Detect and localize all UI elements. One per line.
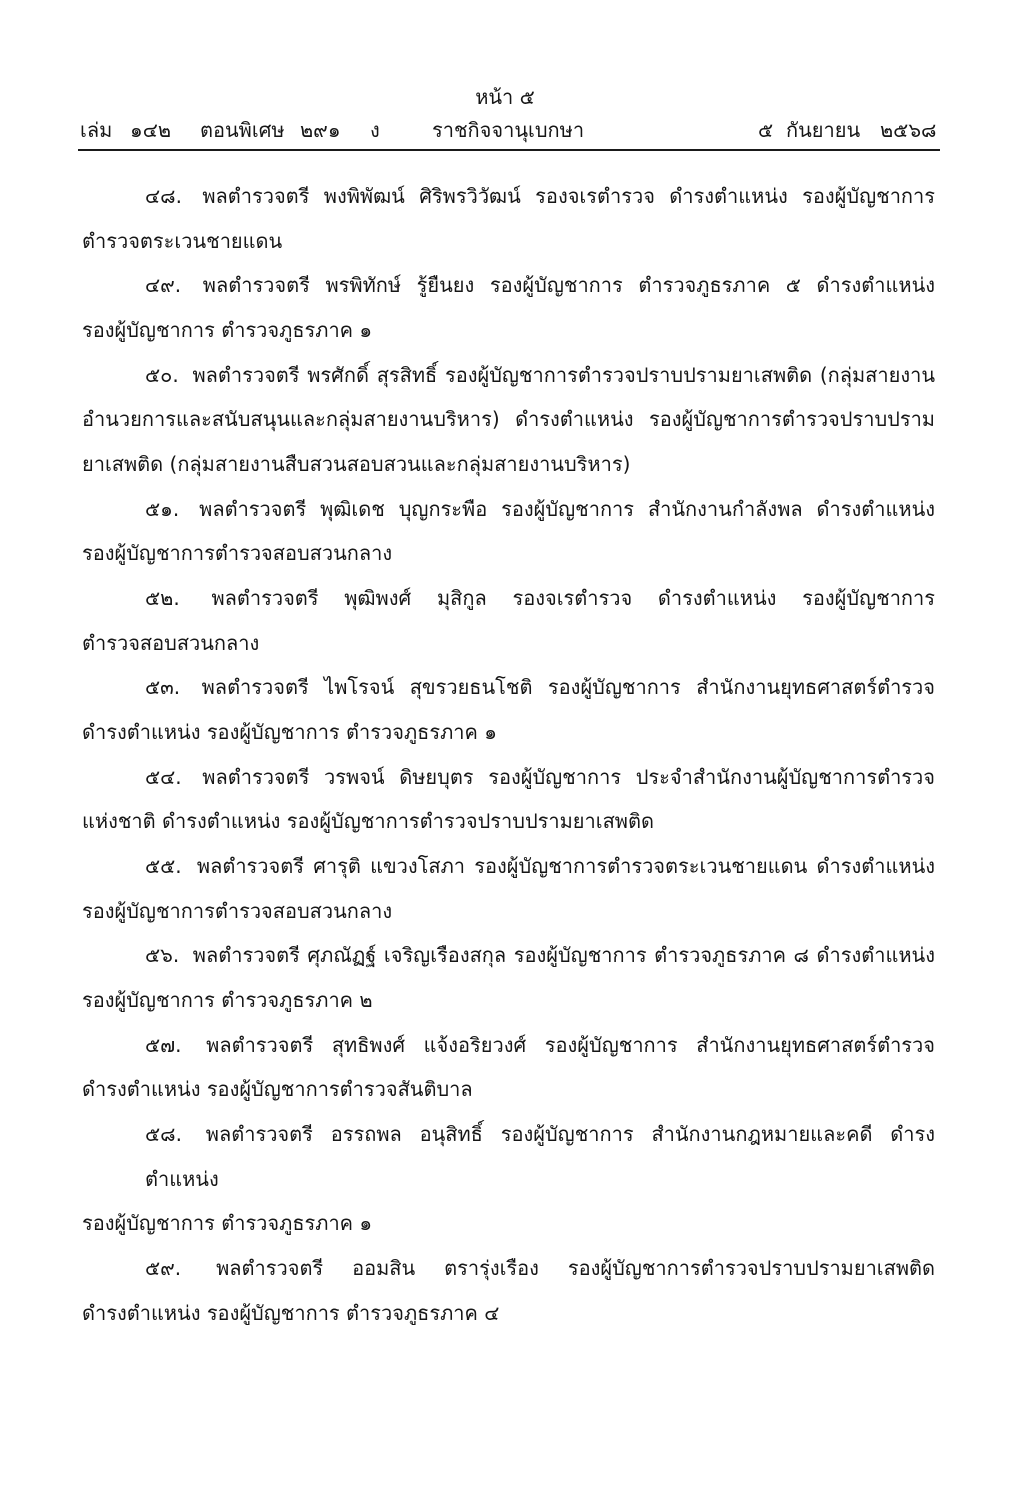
item-text: พลตำรวจตรี พงพิพัฒน์ ศิริพรวิวัฒน์ รองจเรตำรวจ ดำรงตำแหน่ง รองผู้บัญชาการ bbox=[202, 184, 936, 208]
item-text: พลตำรวจตรี พุฒิเดช บุญกระพือ รองผู้บัญชาการ สำนักงานกำลังพล ดำรงตำแหน่ง bbox=[199, 496, 936, 521]
issue-label: ตอนพิเศษ bbox=[200, 118, 285, 142]
item-line bbox=[82, 487, 935, 532]
item-text: พลตำรวจตรี ออมสิน ตรารุ่งเรือง รองผู้บัญชาการตำรวจปราบปรามยาเสพติด bbox=[216, 1256, 936, 1281]
item-line bbox=[82, 263, 935, 308]
item-number: ๕๕. bbox=[145, 854, 182, 879]
item-line: ตำรวจตระเวนชายแดน bbox=[82, 228, 283, 253]
item-line: ดำรงตำแหน่ง รองผู้บัญชาการ ตำรวจภูธรภาค ๑ bbox=[82, 720, 497, 745]
item-number: ๕๙. bbox=[145, 1256, 182, 1281]
document-body bbox=[82, 174, 935, 1335]
item-number: ๕๓. bbox=[145, 675, 181, 700]
issue-number: ๒๙๑ bbox=[300, 118, 341, 142]
appointment-item bbox=[82, 1112, 935, 1246]
date-day: ๕ bbox=[758, 118, 774, 142]
item-text: พลตำรวจตรี อรรถพล อนุสิทธิ์ รองผู้บัญชาการ สำนักงานกฎหมายและคดี ดำรงตำแหน่ง bbox=[145, 1122, 936, 1191]
item-line bbox=[82, 1023, 935, 1068]
item-line bbox=[82, 576, 935, 621]
item-line bbox=[82, 755, 935, 800]
item-line: รองผู้บัญชาการ ตำรวจภูธรภาค ๑ bbox=[82, 1211, 373, 1236]
item-number: ๕๒. bbox=[145, 586, 180, 611]
item-text: พลตำรวจตรี สุทธิพงศ์ แจ้งอริยวงศ์ รองผู้บัญชาการ สำนักงานยุทธศาสตร์ตำรวจ bbox=[206, 1032, 935, 1057]
item-line: รองผู้บัญชาการตำรวจสอบสวนกลาง bbox=[82, 541, 393, 566]
item-text: พลตำรวจตรี ศารุติ แขวงโสภา รองผู้บัญชาการตำรวจตระเวนชายแดน ดำรงตำแหน่ง bbox=[196, 854, 936, 879]
item-line bbox=[82, 844, 935, 889]
item-text: พลตำรวจตรี พุฒิพงศ์ มุสิกูล รองจเรตำรวจ ดำรงตำแหน่ง รองผู้บัญชาการ bbox=[211, 586, 936, 611]
item-text: พลตำรวจตรี พรพิทักษ์ รู้ยืนยง รองผู้บัญชาการ ตำรวจภูธรภาค ๕ ดำรงตำแหน่ง bbox=[202, 273, 936, 298]
appointment-item bbox=[82, 174, 935, 263]
item-text: พลตำรวจตรี พรศักดิ์ สุรสิทธิ์ รองผู้บัญชาการตำรวจปราบปรามยาเสพติด (กลุ่มสายงาน bbox=[192, 362, 936, 387]
appointment-item bbox=[82, 1246, 935, 1335]
item-number: ๕๐. bbox=[145, 362, 179, 387]
appointment-item bbox=[82, 487, 935, 576]
item-line bbox=[82, 174, 935, 219]
item-number: ๕๗. bbox=[145, 1032, 182, 1057]
item-text: พลตำรวจตรี วรพจน์ ดิษยบุตร รองผู้บัญชาการ ประจำสำนักงานผู้บัญชาการตำรวจ bbox=[202, 764, 935, 789]
item-text: พลตำรวจตรี ศุภณัฏฐ์ เจริญเรืองสกุล รองผู้บัญชาการ ตำรวจภูธรภาค ๘ ดำรงตำแหน่ง bbox=[192, 943, 935, 968]
section-letter: ง bbox=[370, 118, 380, 142]
header-divider bbox=[78, 149, 940, 151]
item-number: ๔๙. bbox=[145, 273, 182, 298]
volume-number: ๑๔๒ bbox=[130, 118, 172, 142]
date-year: ๒๕๖๘ bbox=[880, 118, 937, 142]
page-number: หน้า ๕ bbox=[475, 85, 535, 109]
item-number: ๔๘. bbox=[145, 184, 182, 208]
item-line: รองผู้บัญชาการ ตำรวจภูธรภาค ๒ bbox=[82, 988, 373, 1013]
item-line: ดำรงตำแหน่ง รองผู้บัญชาการ ตำรวจภูธรภาค ๔ bbox=[82, 1300, 500, 1325]
item-line: ยาเสพติด (กลุ่มสายงานสืบสวนสอบสวนและกลุ่มสายงานบริหาร) bbox=[82, 452, 631, 477]
item-line: ดำรงตำแหน่ง รองผู้บัญชาการตำรวจสันติบาล bbox=[82, 1077, 473, 1102]
item-line: รองผู้บัญชาการตำรวจสอบสวนกลาง bbox=[82, 898, 393, 923]
item-number: ๕๑. bbox=[145, 496, 180, 521]
appointment-item bbox=[82, 353, 935, 487]
item-number: ๕๖. bbox=[145, 943, 180, 968]
appointment-item bbox=[82, 576, 935, 665]
appointment-item bbox=[82, 1023, 935, 1112]
item-number: ๕๘. bbox=[145, 1122, 182, 1147]
appointment-item bbox=[82, 263, 935, 352]
item-line bbox=[82, 933, 935, 978]
item-line bbox=[82, 665, 935, 710]
item-line: รองผู้บัญชาการ ตำรวจภูธรภาค ๑ bbox=[82, 318, 373, 343]
item-line bbox=[82, 1246, 935, 1291]
appointment-item bbox=[82, 665, 935, 754]
date-month: กันยายน bbox=[786, 118, 861, 142]
volume-label: เล่ม bbox=[80, 118, 113, 142]
item-line bbox=[82, 1112, 935, 1201]
item-line: อำนวยการและสนับสนุนและกลุ่มสายงานบริหาร) ดำรงตำแหน่ง รองผู้บัญชาการตำรวจปราบปราม bbox=[82, 407, 935, 432]
appointment-item bbox=[82, 755, 935, 844]
appointment-item bbox=[82, 933, 935, 1022]
item-line bbox=[82, 353, 935, 398]
publication-name: ราชกิจจานุเบกษา bbox=[432, 118, 585, 142]
item-number: ๕๔. bbox=[145, 764, 182, 789]
item-line: แห่งชาติ ดำรงตำแหน่ง รองผู้บัญชาการตำรวจปราบปรามยาเสพติด bbox=[82, 809, 654, 834]
item-text: พลตำรวจตรี ไพโรจน์ สุขรวยธนโชติ รองผู้บัญชาการ สำนักงานยุทธศาสตร์ตำรวจ bbox=[201, 675, 935, 700]
appointment-item bbox=[82, 844, 935, 933]
item-line: ตำรวจสอบสวนกลาง bbox=[82, 630, 260, 655]
